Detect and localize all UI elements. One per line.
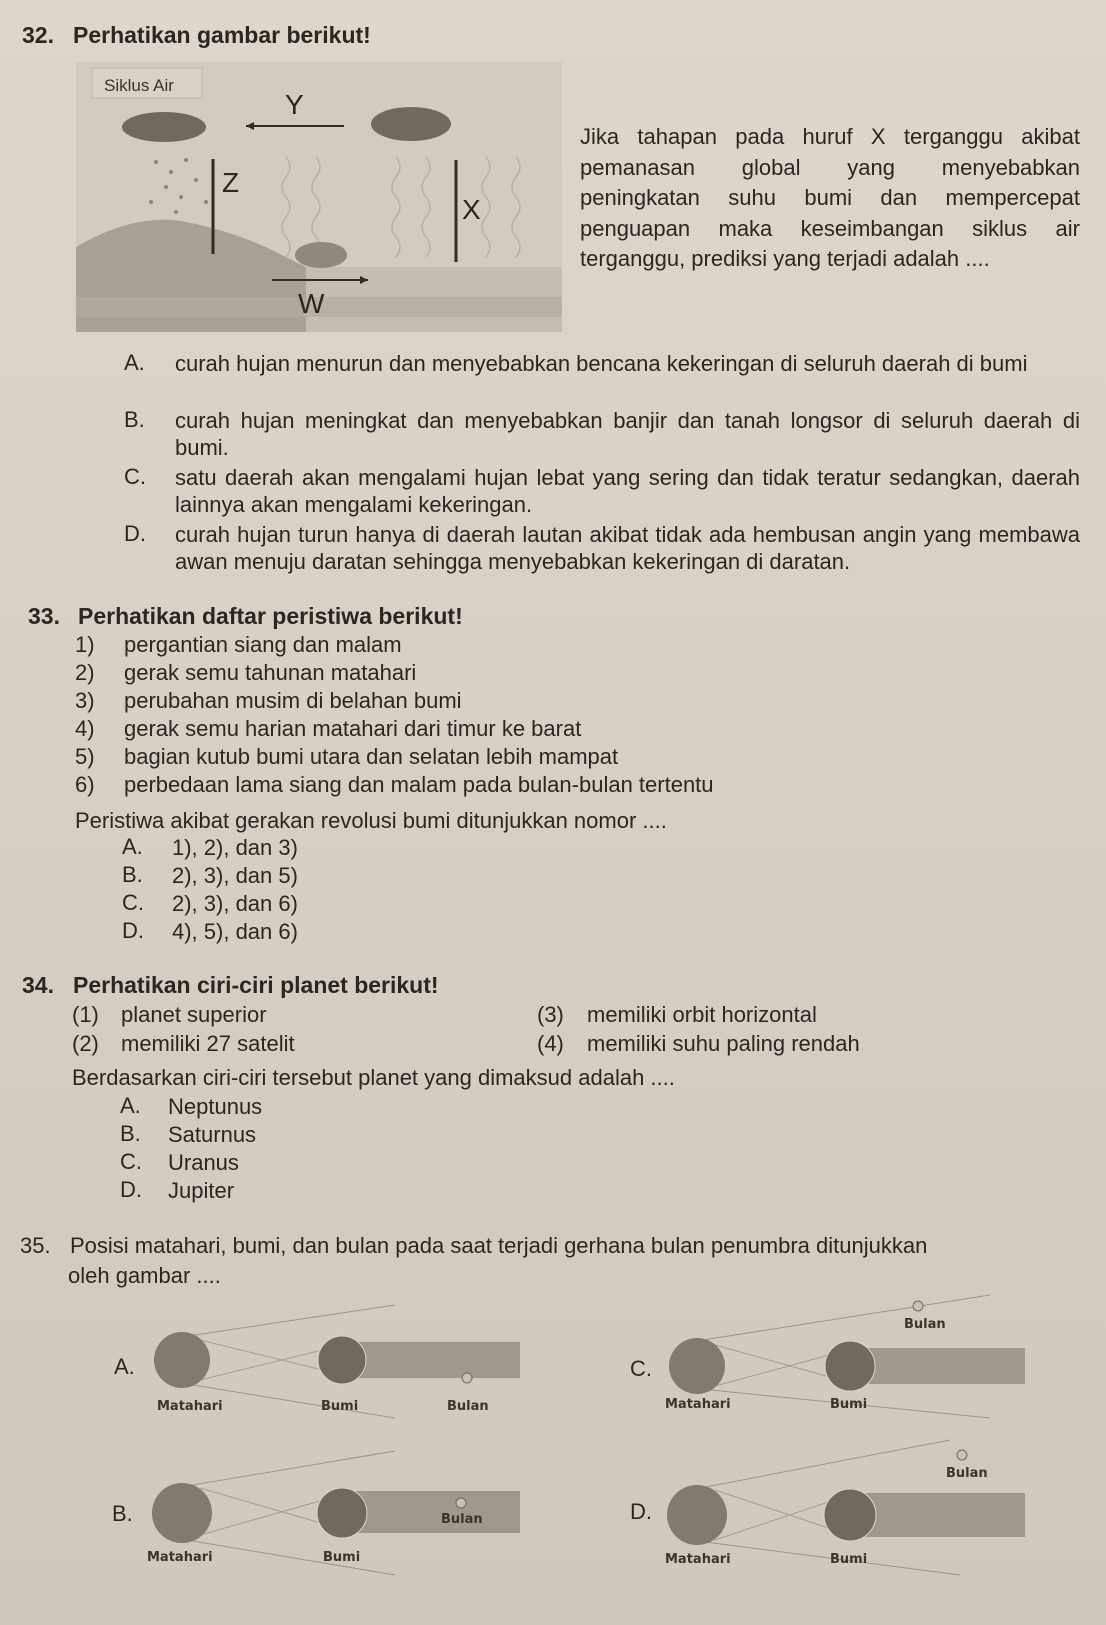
figure-title-siklus-air: Siklus Air (104, 76, 174, 95)
label-bumi: Bumi (830, 1552, 868, 1567)
cloud-small (295, 242, 347, 268)
q33-option-c-text: 2), 3), dan 6) (172, 891, 298, 916)
q33-item-3-num: 3) (75, 688, 95, 713)
q34-option-c-text: Uranus (168, 1150, 239, 1175)
q32-option-a-text: curah hujan menurun dan menyebabkan bencana kekeringan di seluruh daerah di bumi (175, 351, 1028, 376)
question-32-number: 32. (22, 22, 54, 48)
q35-figure-b-letter: B. (112, 1501, 133, 1526)
label-bulan: Bulan (447, 1399, 489, 1414)
question-35-number: 35. (20, 1233, 51, 1258)
sun-circle (152, 1483, 212, 1543)
question-34-number: 34. (22, 972, 54, 998)
label-bumi: Bumi (321, 1399, 359, 1414)
label-matahari: Matahari (147, 1550, 213, 1565)
sun-circle (667, 1485, 727, 1545)
label-x: X (462, 194, 481, 225)
q33-option-c-letter: C. (122, 890, 144, 915)
question-33-number: 33. (28, 603, 60, 629)
earth-circle (824, 1489, 876, 1541)
label-matahari: Matahari (665, 1552, 731, 1567)
question-34-title: Perhatikan ciri-ciri planet berikut! (73, 972, 439, 998)
moon-circle (957, 1450, 967, 1460)
q33-item-1-num: 1) (75, 632, 95, 657)
eclipse-figure-b (145, 1443, 525, 1583)
q32-option-b-text: curah hujan meningkat dan menyebabkan banjir dan tanah longsor di seluruh daerah di bumi. (175, 408, 1080, 460)
question-33-title: Perhatikan daftar peristiwa berikut! (78, 603, 463, 629)
label-bulan: Bulan (441, 1512, 483, 1527)
q34-item-2-num: (2) (72, 1031, 99, 1056)
q34-item-3-text: memiliki orbit horizontal (587, 1002, 817, 1027)
q33-item-3-text: perubahan musim di belahan bumi (124, 688, 462, 713)
moon-circle (456, 1498, 466, 1508)
label-bulan: Bulan (904, 1317, 946, 1332)
q32-option-d-letter: D. (124, 521, 146, 546)
moon-circle (462, 1373, 472, 1383)
q35-figure-a-letter: A. (114, 1354, 135, 1379)
question-32-stem: Jika tahapan pada huruf X terganggu akibat pemanasan global yang menyebabkan peningkatan suhu bumi dan mempercepat penguapan maka keseimbangan siklus air terganggu, prediksi yang terjadi adalah .... (580, 124, 1080, 271)
earth-circle (825, 1341, 875, 1391)
question-35-title-line2: oleh gambar .... (68, 1263, 221, 1288)
q33-option-d-letter: D. (122, 918, 144, 943)
label-matahari: Matahari (157, 1399, 223, 1414)
earth-circle (317, 1488, 367, 1538)
cloud-left (122, 112, 206, 142)
q34-option-a-text: Neptunus (168, 1094, 263, 1119)
eclipse-figure-c (660, 1290, 1030, 1420)
q33-item-2-text: gerak semu tahunan matahari (124, 660, 417, 685)
label-y: Y (285, 89, 304, 120)
q33-item-1-text: pergantian siang dan malam (124, 632, 402, 657)
question-34-stem: Berdasarkan ciri-ciri tersebut planet yang dimaksud adalah .... (72, 1065, 675, 1090)
q34-option-b-text: Saturnus (168, 1122, 257, 1147)
q34-item-3-num: (3) (537, 1002, 564, 1027)
q33-item-5-num: 5) (75, 744, 95, 769)
q33-item-6-text: perbedaan lama siang dan malam pada bulan-bulan tertentu (124, 772, 714, 797)
q35-figure-c-letter: C. (630, 1356, 652, 1381)
eclipse-figure-d (660, 1435, 1030, 1585)
q33-item-4-num: 4) (75, 716, 95, 741)
earth-shadow (855, 1348, 1025, 1384)
label-bumi: Bumi (830, 1397, 868, 1412)
q34-option-d-text: Jupiter (168, 1178, 235, 1203)
q34-item-1-text: planet superior (121, 1002, 267, 1027)
q32-option-c-text: satu daerah akan mengalami hujan lebat yang sering dan tidak teratur sedangkan, daerah lainnya akan mengalami kekeringan. (175, 465, 1080, 517)
q34-item-1-num: (1) (72, 1002, 99, 1027)
eclipse-figure-a (145, 1300, 525, 1420)
label-z: Z (222, 167, 240, 198)
q34-option-d-letter: D. (120, 1177, 142, 1202)
label-bulan: Bulan (946, 1466, 988, 1481)
question-32-title: Perhatikan gambar berikut! (73, 22, 371, 48)
earth-circle (318, 1336, 366, 1384)
q33-option-b-text: 2), 3), dan 5) (172, 863, 298, 888)
question-35-title: Posisi matahari, bumi, dan bulan pada saat terjadi gerhana bulan penumbra ditunjukkan (70, 1233, 928, 1258)
q34-item-2-text: memiliki 27 satelit (121, 1031, 295, 1056)
label-bumi: Bumi (323, 1550, 361, 1565)
q33-item-6-num: 6) (75, 772, 95, 797)
q34-option-a-letter: A. (120, 1093, 141, 1118)
earth-shadow (355, 1342, 520, 1378)
q32-option-c-letter: C. (124, 464, 146, 489)
q34-option-c-letter: C. (120, 1149, 142, 1174)
q35-figure-d-letter: D. (630, 1499, 652, 1524)
q33-option-b-letter: B. (122, 862, 143, 887)
q33-option-a-text: 1), 2), dan 3) (172, 835, 298, 860)
water-cycle-figure (76, 62, 562, 332)
q32-option-d-text: curah hujan turun hanya di daerah lautan akibat tidak ada hembusan angin yang membawa awan menuju daratan sehingga menyebabkan kekeringan di daratan. (175, 522, 1080, 574)
label-matahari: Matahari (665, 1397, 731, 1412)
sun-circle (154, 1332, 210, 1388)
q34-item-4-num: (4) (537, 1031, 564, 1056)
q34-option-b-letter: B. (120, 1121, 141, 1146)
earth-shadow (855, 1493, 1025, 1537)
cloud-right (371, 107, 451, 141)
earth-shadow (355, 1491, 520, 1533)
q34-item-4-text: memiliki suhu paling rendah (587, 1031, 860, 1056)
q33-option-d-text: 4), 5), dan 6) (172, 919, 298, 944)
q33-item-5-text: bagian kutub bumi utara dan selatan lebih mampat (124, 744, 619, 769)
q33-item-2-num: 2) (75, 660, 95, 685)
question-33-stem: Peristiwa akibat gerakan revolusi bumi ditunjukkan nomor .... (75, 808, 667, 833)
sun-circle (669, 1338, 725, 1394)
q32-option-b-letter: B. (124, 407, 145, 432)
q33-item-4-text: gerak semu harian matahari dari timur ke barat (124, 716, 582, 741)
label-w: W (298, 288, 325, 319)
q32-option-a-letter: A. (124, 350, 145, 375)
moon-circle (913, 1301, 923, 1311)
q33-option-a-letter: A. (122, 834, 143, 859)
